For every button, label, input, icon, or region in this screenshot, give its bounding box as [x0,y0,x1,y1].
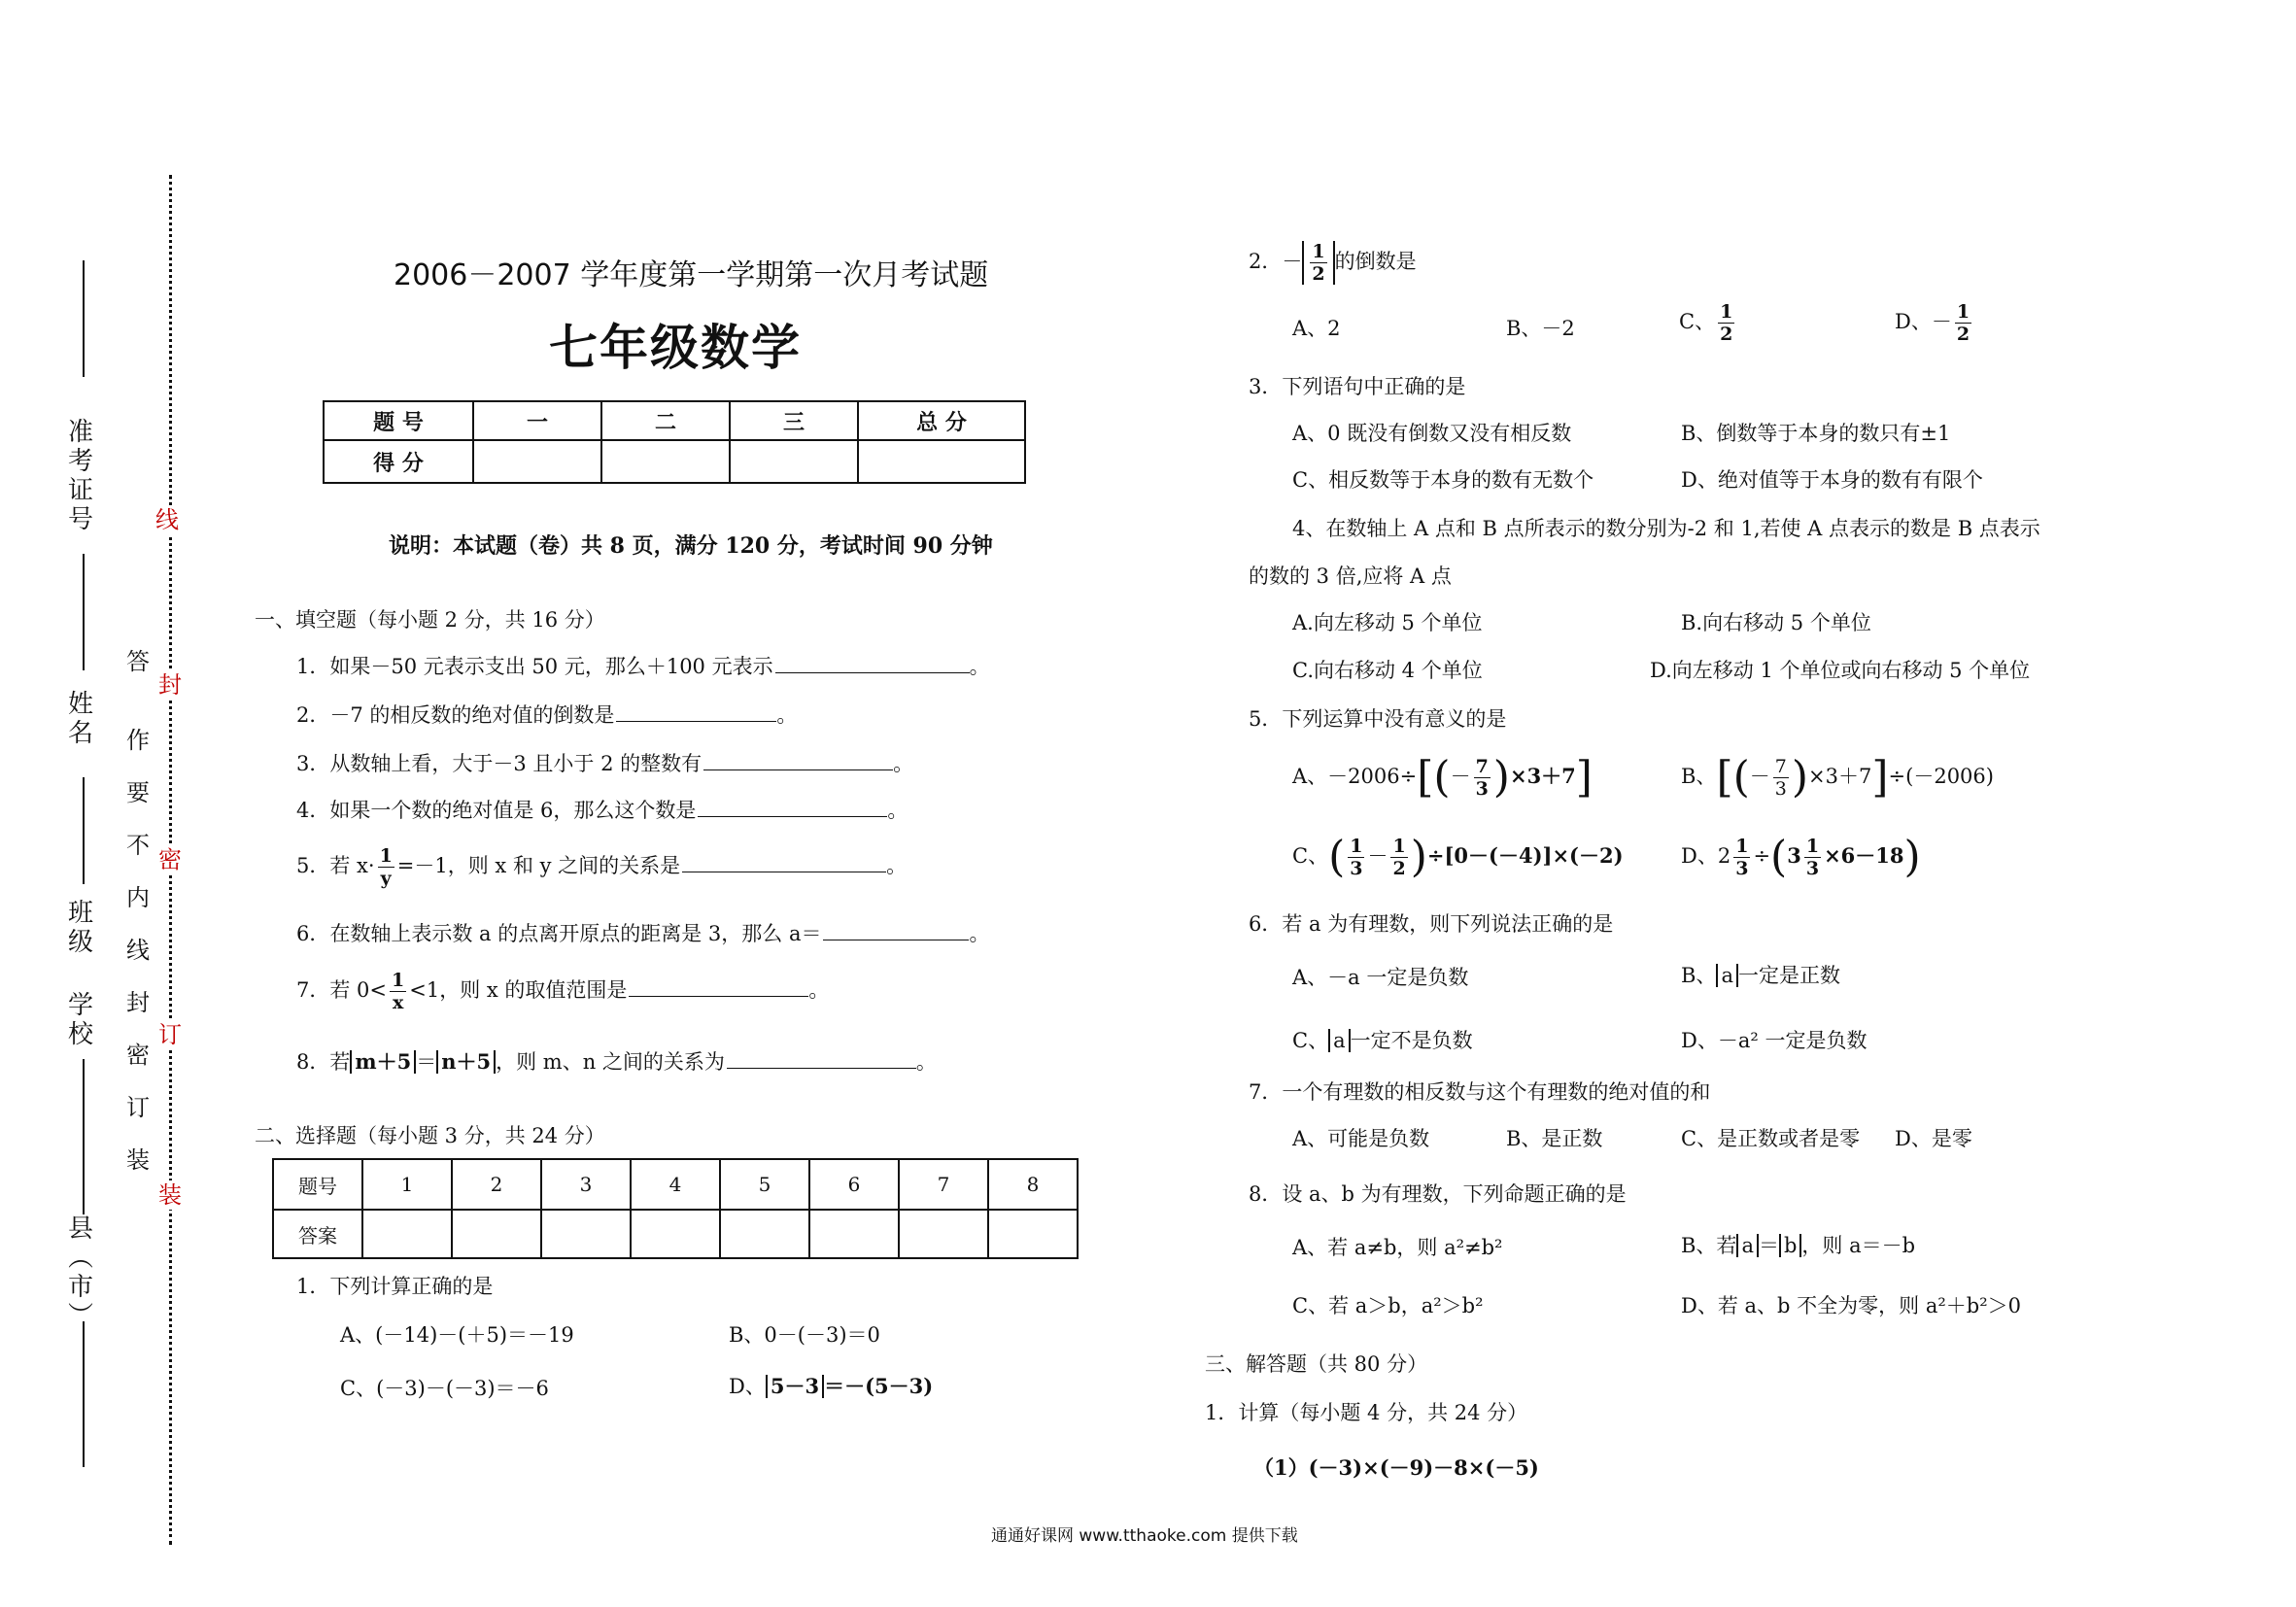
choice-q2-c-label: C、 [1679,310,1716,333]
fill-q8-abs-a: m＋5 [350,1050,416,1074]
choice-q6-c-abs: a [1328,1029,1351,1052]
answer-header-2: 2 [452,1159,541,1210]
paren-open-icon: ( [1770,832,1788,882]
fraction-denominator: 3 [1350,858,1363,879]
answer-header-7: 7 [899,1159,988,1210]
answer-cell-1[interactable] [362,1210,452,1258]
answer-cell-6[interactable] [809,1210,899,1258]
choice-q5-c-fraction-2 [1390,836,1407,879]
fill-q8 [296,1046,937,1076]
answer-header-3: 3 [541,1159,631,1210]
fill-q7-fraction [390,970,406,1013]
fill-q8-mid: ＝ [416,1050,437,1074]
choice-q7-b: B、是正数 [1506,1127,1603,1150]
fill-q7-blank[interactable] [629,995,808,997]
fill-q3 [296,748,913,777]
fraction-denominator: 2 [1392,858,1406,879]
choice-q6-c-pre: C、 [1292,1029,1329,1052]
choice-q2-a: A、2 [1292,317,1341,340]
choice-q8-b-post: ，则 a＝－b [1801,1234,1916,1257]
instructions: 说明：本试题（卷）共 8 页，满分 120 分，考试时间 90 分钟 [389,533,993,559]
choice-q1-d [729,1371,933,1400]
end-mark: 。 [969,655,990,678]
fraction-numerator: 1 [1956,301,1970,323]
fill-q2 [296,700,797,729]
choice-q7-a: A、可能是负数 [1292,1127,1430,1150]
answer-table [272,1158,1079,1259]
exam-year-title: 2006－2007 学年度第一学期第一次月考试题 [394,258,989,292]
score-cell-3[interactable] [730,440,858,483]
choice-q4-b: B.向右移动 5 个单位 [1681,611,1871,634]
fill-q5-blank[interactable] [682,871,886,872]
paren-close-icon: ) [1410,832,1427,882]
fraction-numerator: 1 [1392,836,1406,857]
bracket-open-icon: [ [1716,752,1733,803]
fraction-denominator: x [392,992,404,1013]
fill-q7 [296,970,829,1013]
choice-q1-a: A、(－14)－(＋5)＝－19 [340,1323,574,1347]
choice-q4-d: D.向左移动 1 个单位或向右移动 5 个单位 [1650,659,2031,682]
fill-q7-post: <1，则 x 的取值范围是 [409,978,628,1002]
seal-word-ding: 订 [158,1021,182,1048]
fill-q5-pre: 5．若 x· [296,854,375,877]
choice-q5-b: B、[(－ $\frac{7}{3}$ )×3＋7]÷(－2006) [1681,752,1994,803]
paren-close-icon: ) [1791,752,1809,803]
fraction-denominator: 3 [1774,778,1787,800]
fraction-denominator: 2 [1720,324,1733,345]
bracket-open-icon: [ [1417,752,1434,803]
choice-q5-d-fraction-2 [1804,836,1821,879]
fraction-numerator: 1 [1805,836,1820,857]
label-exam-id: 准 考 证 号 [68,418,94,534]
seal-word-zhuang: 装 [158,1181,182,1209]
fill-q5-post: =－1，则 x 和 y 之间的关系是 [396,854,681,877]
choice-q8-b [1681,1230,1915,1259]
fill-q3-blank[interactable] [703,769,893,770]
choice-q7-d: D、是零 [1895,1127,1972,1150]
exam-main-title: 七年级数学 [549,320,802,376]
choice-q2-post: 的倒数是 [1334,250,1417,273]
choice-q8-stem: 8．设 a、b 为有理数，下列命题正确的是 [1249,1182,1627,1206]
paren-close-icon: ) [1492,752,1510,803]
fill-q2-text: 2．－7 的相反数的绝对值的倒数是 [296,703,615,727]
choice-q3-a: A、0 既没有倒数又没有相反数 [1292,422,1572,445]
section1-title: 一、填空题（每小题 2 分，共 16 分） [255,608,605,632]
label-class: 班 级 [68,899,94,957]
choice-q5-c: C、( $\frac{1}{3}$ － $\frac{1}{2}$ )÷[0－(－4)]×(－2) [1292,832,1624,882]
score-header-3: 三 [730,401,858,440]
score-cell-total[interactable] [858,440,1025,483]
footer-source: 通通好课网 www.tthaoke.com 提供下载 [991,1526,1298,1546]
end-mark: 。 [969,922,990,945]
choice-q2-d-fraction [1955,301,1971,345]
fraction-numerator: 1 [1350,836,1363,857]
fraction-numerator: 1 [1720,301,1733,323]
end-mark: 。 [886,854,908,877]
choice-q5-d [1681,832,1921,882]
score-cell-2[interactable] [601,440,730,483]
fill-q6-text: 6．在数轴上表示数 a 的点离开原点的距离是 3，那么 a＝ [296,922,822,945]
end-mark: 。 [893,752,914,775]
fraction-denominator: 3 [1735,858,1749,879]
answer-cell-4[interactable] [631,1210,720,1258]
choice-q4-c: C.向右移动 4 个单位 [1292,659,1483,682]
fill-q1-blank[interactable] [775,671,970,673]
paren-open-icon: ( [1328,832,1346,882]
score-header-2: 二 [601,401,730,440]
answer-header-1: 1 [362,1159,452,1210]
bracket-close-icon: ] [1575,752,1593,803]
section3-item1: （1）(－3)×(－9)－8×(－5) [1253,1455,1539,1480]
choice-q5-a: A、－2006÷[(－ $\frac{7}{3}$ )×3＋7] [1292,752,1593,803]
answer-header-label: 题号 [273,1159,362,1210]
choice-q6-a: A、－a 一定是负数 [1292,966,1469,989]
label-county: 县 ︵ 市 ︶ [68,1214,94,1331]
fill-q4-blank[interactable] [698,815,887,817]
choice-q2-c [1679,301,1737,345]
choice-q6-c [1292,1025,1473,1054]
answer-cell-2[interactable] [452,1210,541,1258]
choice-q4-stem-2: 的数的 3 倍,应将 A 点 [1249,564,1452,588]
label-school: 学 校 [68,991,94,1049]
seal-word-mi: 密 [158,846,182,873]
choice-q2-d [1895,301,1974,345]
choice-q5-a-fraction [1474,756,1491,800]
binding-line-4 [83,1059,85,1214]
choice-q4-stem-1: 4、在数轴上 A 点和 B 点所表示的数分别为-2 和 1,若使 A 点表示的数是 B 点表示 [1292,517,2040,540]
choice-q2-c-fraction [1718,301,1734,345]
choice-q8-c: C、若 a＞b，a²＞b² [1292,1294,1484,1317]
score-row-label: 得 分 [324,440,473,483]
choice-q5-c-pre: C、 [1292,844,1329,868]
fraction-denominator: 2 [1956,324,1970,345]
fraction-numerator: 1 [1312,241,1325,262]
choice-q5-d-inner: ×6－18 [1824,843,1904,868]
choice-q6-stem: 6．若 a 为有理数，则下列说法正确的是 [1249,912,1614,936]
paren-open-icon: ( [1732,752,1750,803]
choice-q1-c: C、(－3)－(－3)＝－6 [340,1377,549,1400]
binding-line-1 [83,260,85,377]
choice-q8-d: D、若 a、b 不全为零，则 a²＋b²＞0 [1681,1294,2021,1317]
choice-q1-b: B、0－(－3)＝0 [729,1323,880,1347]
choice-q7-c: C、是正数或者是零 [1681,1127,1861,1150]
paren-close-icon: ) [1903,832,1921,882]
choice-q7-stem: 7．一个有理数的相反数与这个有理数的绝对值的和 [1249,1080,1711,1104]
end-mark: 。 [776,703,798,727]
answer-cell-3[interactable] [541,1210,631,1258]
label-name: 姓 名 [68,690,94,748]
choice-q8-a: A、若 a≠b，则 a²≠b² [1292,1236,1503,1259]
paren-open-icon: ( [1433,752,1451,803]
answer-header-6: 6 [809,1159,899,1210]
fill-q8-blank[interactable] [727,1067,916,1069]
choice-q5-c-mid: ÷[0－(－4)]×(－2) [1426,843,1624,868]
seal-notice: 答 作 要 不 内 线 封 密 订 装 [126,648,150,1174]
fraction-numerator: 1 [1735,836,1749,857]
choice-q5-d-fraction-1 [1733,836,1750,879]
binding-line-5 [83,1321,85,1467]
section2-title: 二、选择题（每小题 3 分，共 24 分） [255,1124,605,1147]
choice-q5-b-fraction [1773,756,1789,800]
binding-line-2 [83,554,85,670]
end-mark: 。 [887,799,908,822]
fill-q1 [296,651,990,680]
choice-q1-d-abs: 5－3 [766,1375,824,1398]
answer-header-8: 8 [988,1159,1078,1210]
choice-q6-b-post: 一定是正数 [1737,964,1840,987]
end-mark: 。 [808,978,830,1002]
answer-cell-8[interactable] [988,1210,1078,1258]
answer-header-5: 5 [720,1159,809,1210]
choice-q2-stem [1249,241,1417,285]
fill-q4 [296,795,908,824]
score-header-label: 题 号 [324,401,473,440]
choice-q2-abs [1302,241,1334,285]
section3-sub1: 1．计算（每小题 4 分，共 24 分） [1205,1401,1528,1424]
fraction-numerator: 1 [392,970,405,991]
choice-q1-d-pre: D、 [729,1375,766,1398]
choice-q3-c: C、相反数等于本身的数有无数个 [1292,468,1594,492]
choice-q5-b-tail: ÷(－2006) [1888,765,1994,788]
fraction-denominator: 2 [1312,263,1325,285]
fill-q1-text: 1．如果－50 元表示支出 50 元，那么＋100 元表示 [296,655,773,678]
fraction-denominator: 3 [1475,778,1489,800]
choice-q6-d: D、－a² 一定是负数 [1681,1029,1868,1052]
answer-cell-5[interactable] [720,1210,809,1258]
fill-q8-abs-b: n＋5 [436,1050,496,1074]
choice-q4-a: A.向左移动 5 个单位 [1292,611,1483,634]
choice-q1-d-post: ＝－(5－3) [824,1374,934,1398]
choice-q3-stem: 3．下列语句中正确的是 [1249,375,1466,398]
choice-q6-b-pre: B、 [1681,964,1717,987]
choice-q2-b: B、－2 [1506,317,1575,340]
fill-q5-fraction [378,845,394,889]
choice-q5-c-fraction-1 [1348,836,1364,879]
choice-q8-b-pre: B、若 [1681,1234,1737,1257]
choice-q6-b-abs: a [1716,964,1738,987]
fill-q3-text: 3．从数轴上看，大于－3 且小于 2 的整数有 [296,752,703,775]
choice-q6-c-post: 一定不是负数 [1350,1029,1473,1052]
choice-q8-b-mid: ＝ [1758,1234,1779,1257]
choice-q5-d-pre: D、2 [1681,844,1731,868]
choice-q8-b-abs-b: b [1779,1234,1801,1257]
fill-q6 [296,918,989,947]
choice-q1-stem: 1．下列计算正确的是 [296,1275,494,1298]
score-header-1: 一 [473,401,601,440]
answer-cell-7[interactable] [899,1210,988,1258]
seal-word-line: 线 [155,506,179,533]
choice-q2-pre: 2．－ [1249,250,1303,273]
choice-q8-b-abs-a: a [1736,1234,1759,1257]
fill-q8-post: ，则 m、n 之间的关系为 [496,1050,725,1074]
choice-q5-b-pre: B、 [1681,765,1717,788]
section3-title: 三、解答题（共 80 分） [1205,1352,1428,1376]
choice-q3-d: D、绝对值等于本身的数有有限个 [1681,468,1983,492]
choice-q2-d-label: D、－ [1895,310,1952,333]
fill-q4-text: 4．如果一个数的绝对值是 6，那么这个数是 [296,799,697,822]
bracket-close-icon: ] [1871,752,1889,803]
fraction-denominator: y [380,868,392,889]
fill-q6-blank[interactable] [823,939,969,940]
choice-q2-fraction [1310,241,1326,285]
choice-q5-stem: 5．下列运算中没有意义的是 [1249,707,1507,731]
score-header-total: 总 分 [858,401,1025,440]
choice-q5-a-post: ×3＋7 [1509,764,1576,788]
fraction-numerator: 7 [1475,756,1489,777]
answer-header-4: 4 [631,1159,720,1210]
score-table [323,400,1026,484]
end-mark: 。 [915,1050,937,1074]
fill-q8-pre: 8．若 [296,1050,351,1074]
choice-q5-d-whole: 3 [1787,843,1801,868]
choice-q5-d-mid: ÷ [1753,844,1771,868]
fill-q5 [296,845,907,889]
choice-q5-a-pre: A、－2006÷ [1292,765,1418,788]
fill-q2-blank[interactable] [616,720,776,722]
fraction-numerator: 1 [379,845,393,867]
binding-line-3 [83,777,85,884]
choice-q6-b [1681,960,1840,989]
answer-row-label: 答案 [273,1210,362,1258]
fraction-denominator: 3 [1805,858,1820,879]
seal-word-feng: 封 [158,671,182,699]
choice-q3-b: B、倒数等于本身的数只有±1 [1681,422,1951,445]
fill-q7-pre: 7．若 0< [296,978,387,1002]
score-cell-1[interactable] [473,440,601,483]
fraction-numerator: 7 [1774,756,1787,777]
choice-q5-b-post: ×3＋7 [1808,765,1872,788]
